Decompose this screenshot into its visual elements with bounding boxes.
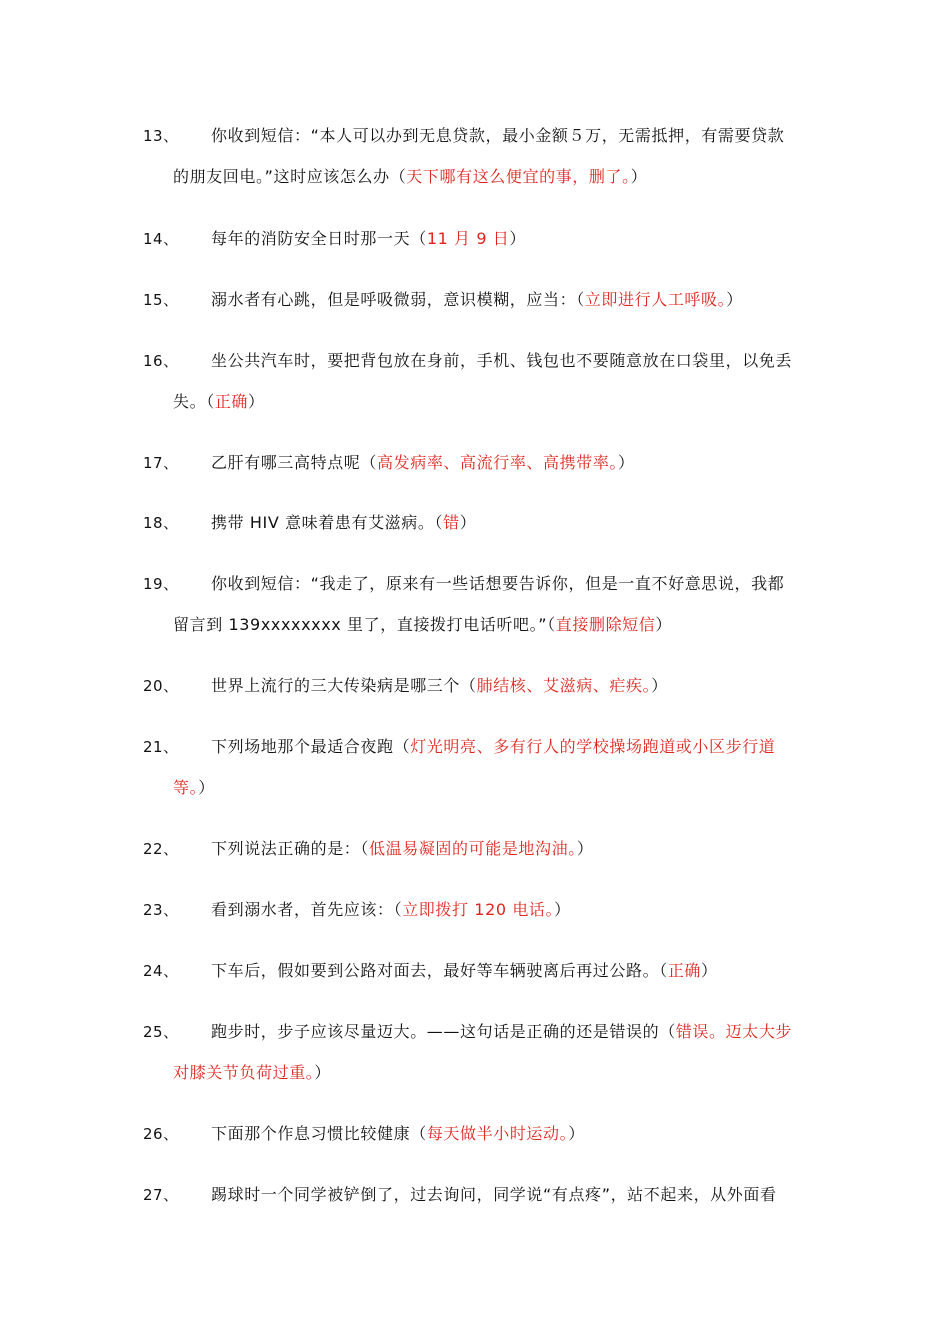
answer-text: 等。 (173, 778, 199, 797)
question-text: 乙肝有哪三高特点呢（ (211, 453, 378, 472)
question-line-2 (173, 777, 215, 799)
question-text: 世界上流行的三大传染病是哪三个（ (211, 676, 477, 695)
question-text: 携带 HIV 意味着患有艾滋病。（ (211, 513, 444, 532)
answer-text: 肺结核、艾滋病、疟疾。 (476, 676, 652, 695)
question-line-1 (211, 736, 775, 758)
question-text: ） (726, 290, 743, 309)
question-text: ） (618, 453, 635, 472)
question-number: 13、 (143, 127, 179, 145)
question-number: 14、 (143, 230, 179, 248)
question-number: 20、 (143, 677, 179, 695)
question-text: ） (568, 1124, 585, 1143)
question-line-1 (211, 838, 593, 860)
question-text: ） (576, 839, 594, 858)
question-line-2 (173, 614, 672, 636)
question-line-1 (211, 125, 784, 147)
question-text: 踢球时一个同学被铲倒了，过去询问，同学说“有点疼”，站不起来，从外面看 (211, 1185, 777, 1204)
answer-text: 错误。迈太大步 (675, 1022, 793, 1041)
question-text: 跑步时，步子应该尽量迈大。——这句话是正确的还是错误的（ (211, 1022, 676, 1041)
question-number: 15、 (143, 291, 179, 309)
question-number: 27、 (143, 1186, 179, 1204)
question-text: ） (554, 900, 571, 919)
question-text: 下面那个作息习惯比较健康（ (211, 1124, 427, 1143)
question-text: 看到溺水者，首先应该：（ (211, 900, 403, 919)
question-number: 24、 (143, 962, 179, 980)
question-line-1 (211, 452, 635, 474)
question-line-1 (211, 899, 571, 921)
question-line-1 (211, 512, 476, 534)
question-text: ） (630, 167, 648, 186)
question-line-1 (211, 1123, 585, 1145)
question-text: 溺水者有心跳，但是呼吸微弱，意识模糊，应当：（ (211, 290, 585, 309)
question-line-1 (211, 960, 718, 982)
question-text: 下列场地那个最适合夜跑（ (211, 737, 411, 756)
question-line-1 (211, 289, 743, 311)
question-line-1 (211, 1021, 792, 1043)
question-line-2 (173, 391, 265, 413)
answer-text: 正确 (214, 392, 249, 411)
question-number: 25、 (143, 1023, 179, 1041)
question-line-2 (173, 166, 647, 188)
question-number: 26、 (143, 1125, 179, 1143)
answer-text: 直接删除短信 (555, 615, 656, 634)
question-number: 22、 (143, 840, 179, 858)
answer-text: 正确 (667, 961, 702, 980)
question-text: ） (248, 392, 265, 411)
question-text: 坐公共汽车时，要把背包放在身前，手机、钱包也不要随意放在口袋里，以免丢 (211, 351, 793, 370)
question-line-1 (211, 228, 526, 250)
question-number: 17、 (143, 454, 179, 472)
question-line-1 (211, 675, 668, 697)
question-text: 你收到短信：“我走了，原来有一些话想要告诉你，但是一直不好意思说，我都 (211, 574, 785, 593)
question-number: 23、 (143, 901, 179, 919)
question-line-1 (211, 350, 792, 372)
question-text: ） (314, 1063, 332, 1082)
question-text: ） (198, 778, 215, 797)
question-number: 18、 (143, 514, 179, 532)
answer-text: 对膝关节负荷过重。 (173, 1063, 315, 1082)
answer-text: 11 月 9 日 (426, 229, 510, 248)
answer-text: 灯光明亮、多有行人的学校操场跑道或小区步行道 (410, 737, 776, 756)
answer-text: 立即进行人工呼吸。 (584, 290, 727, 309)
answer-text: 低温易凝固的可能是地沟油。 (369, 839, 577, 858)
question-text: ） (459, 513, 477, 532)
question-text: 的朋友回电。”这时应该怎么办（ (173, 167, 407, 186)
question-text: ） (655, 615, 672, 634)
answer-text: 每天做半小时运动。 (426, 1124, 569, 1143)
question-text: 你收到短信：“本人可以办到无息贷款，最小金额５万，无需抵押，有需要贷款 (211, 126, 785, 145)
question-text: ） (701, 961, 718, 980)
question-number: 21、 (143, 738, 179, 756)
question-line-1 (211, 1184, 777, 1206)
question-number: 16、 (143, 352, 179, 370)
question-line-1 (211, 573, 784, 595)
answer-text: 立即拨打 120 电话。 (402, 900, 555, 919)
question-number: 19、 (143, 575, 179, 593)
question-text: 失。（ (173, 392, 215, 411)
question-text: ） (509, 229, 527, 248)
answer-text: 错 (443, 513, 460, 532)
answer-text: 天下哪有这么便宜的事，删了。 (406, 167, 631, 186)
answer-text: 高发病率、高流行率、高携带率。 (377, 453, 619, 472)
question-text: 留言到 139xxxxxxxx 里了，直接拨打电话听吧。”（ (173, 615, 556, 634)
question-text: 下车后，假如要到公路对面去，最好等车辆驶离后再过公路。（ (211, 961, 668, 980)
question-line-2 (173, 1062, 331, 1084)
question-text: 下列说法正确的是：（ (211, 839, 370, 858)
question-text: ） (651, 676, 668, 695)
question-text: 每年的消防安全日时那一天（ (211, 229, 427, 248)
